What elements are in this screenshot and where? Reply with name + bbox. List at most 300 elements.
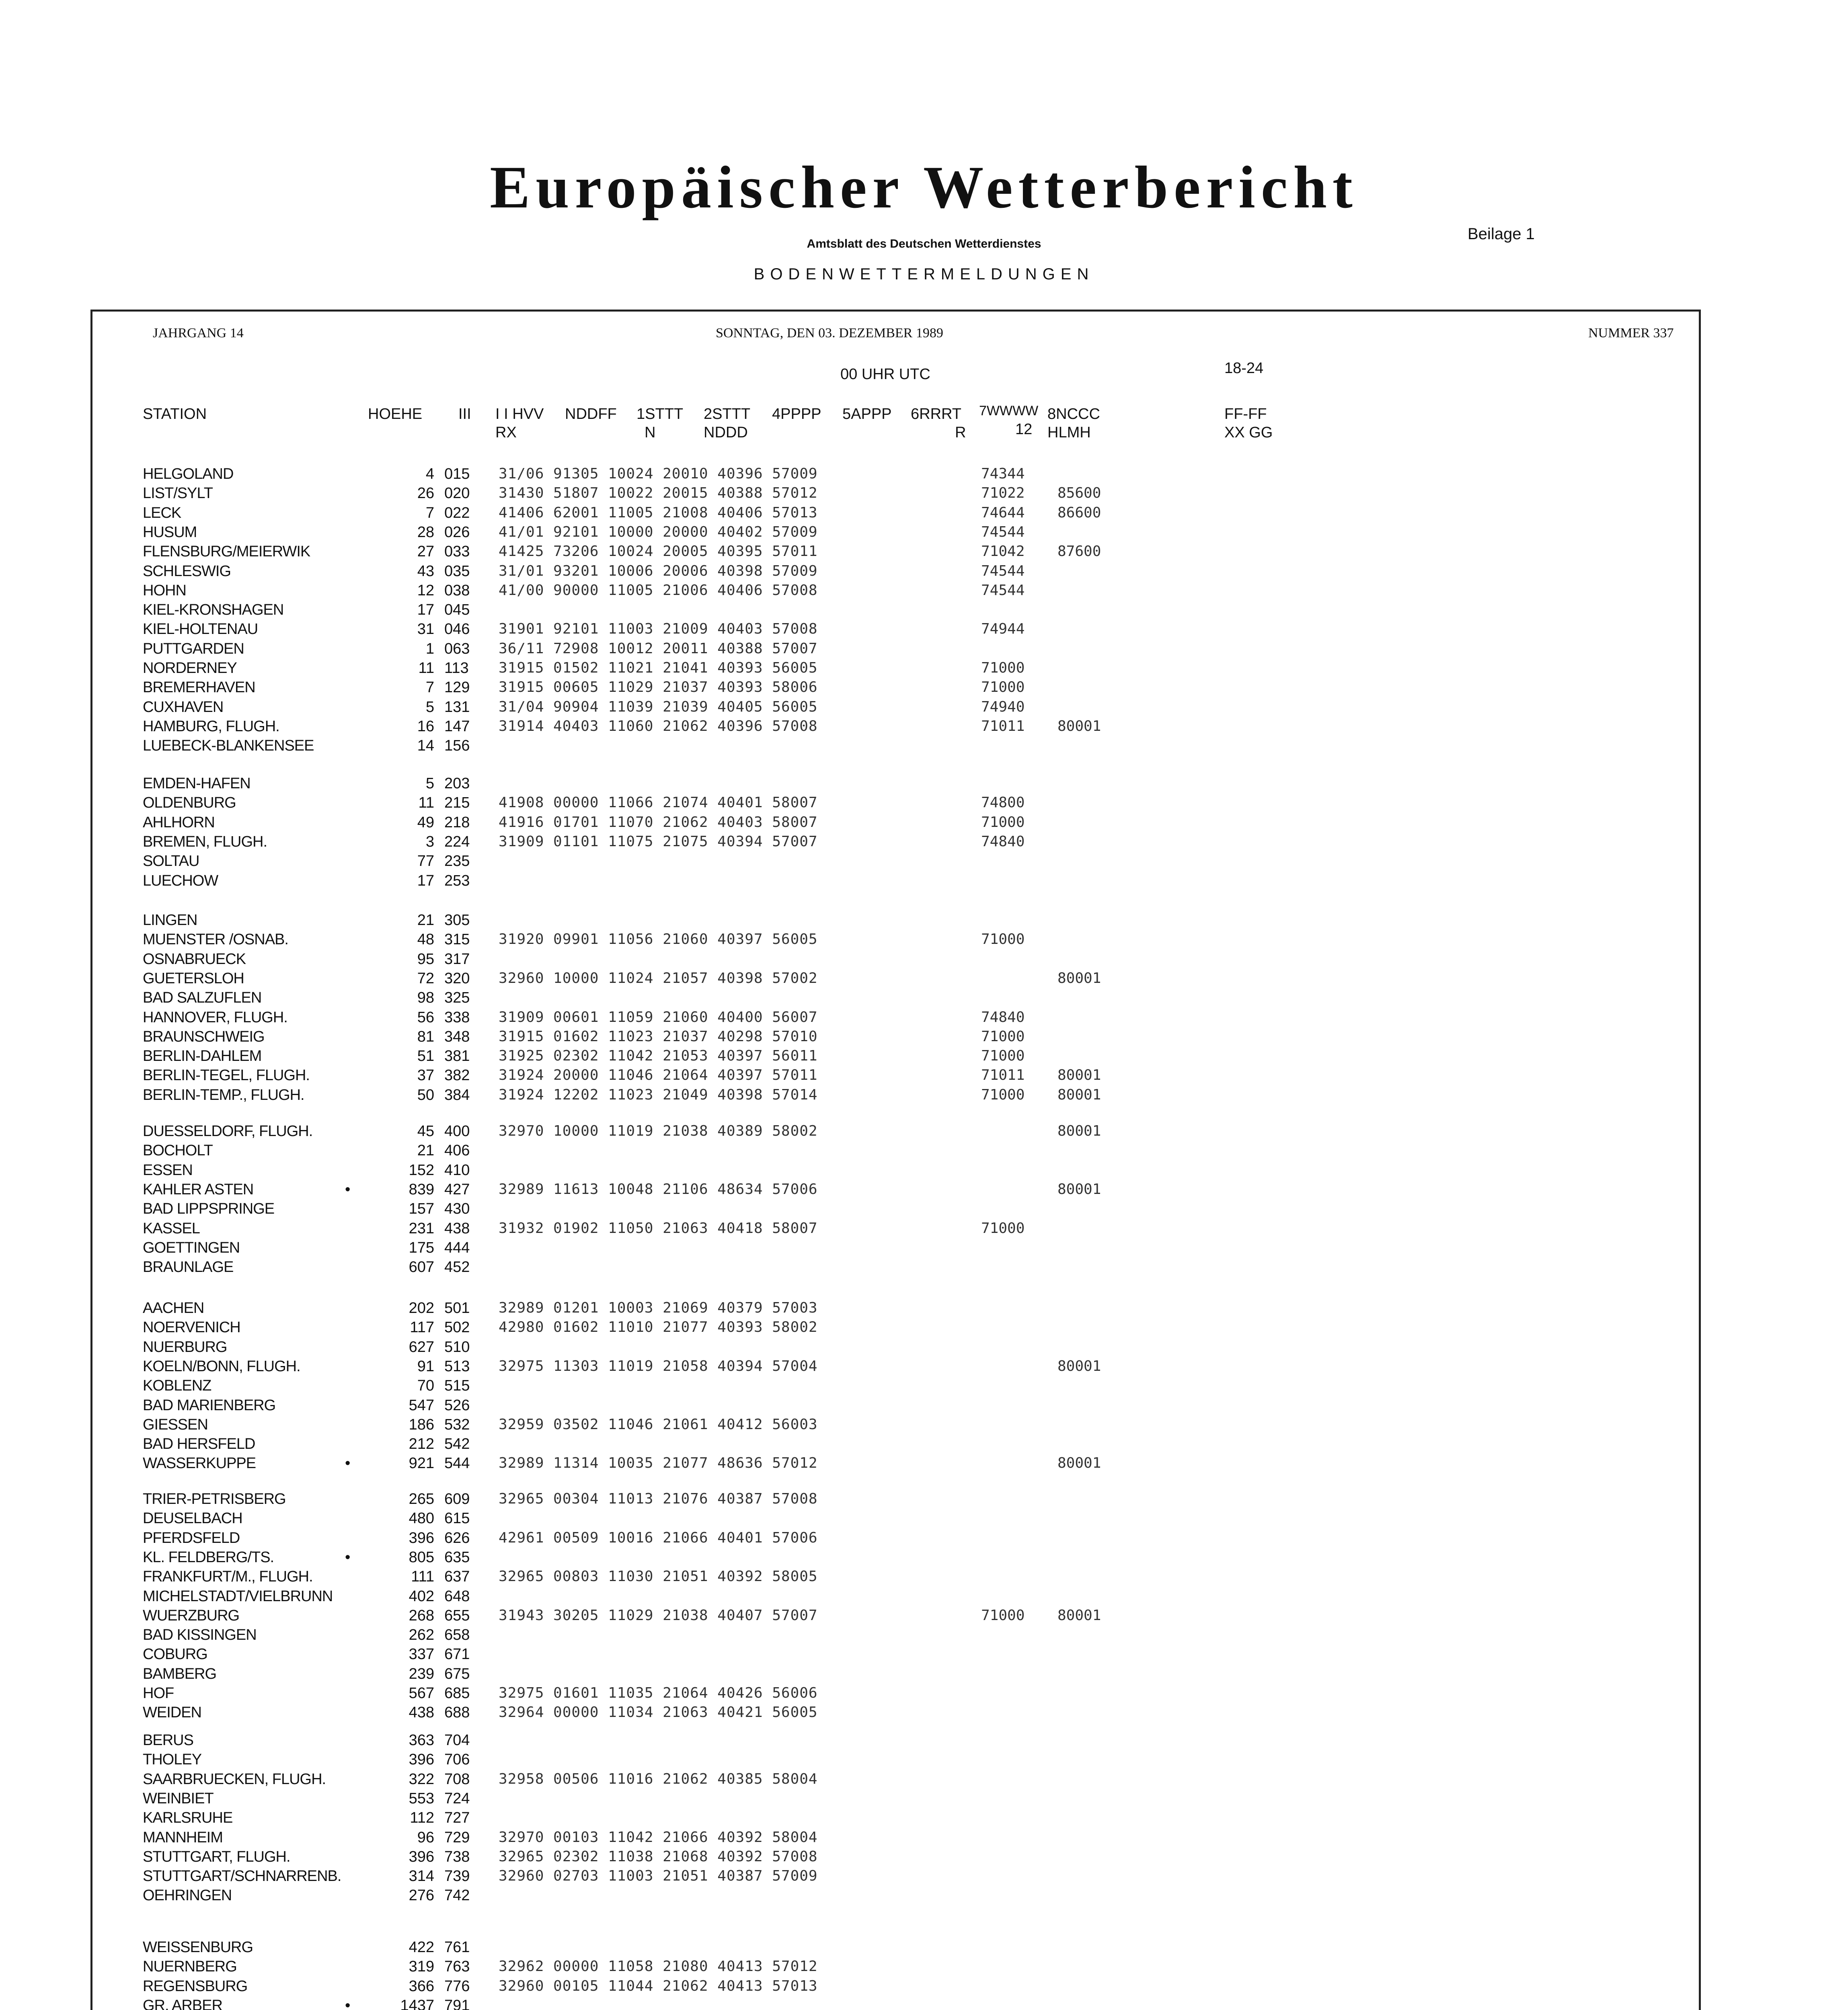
- station-name: KASSEL: [143, 1220, 200, 1237]
- station-name: HUSUM: [143, 523, 197, 541]
- col-g8: 7WWWW 12: [979, 403, 1039, 438]
- observation-groups: 31924 20000 11046 21064 40397 57011: [499, 1067, 818, 1084]
- station-id: 147: [444, 718, 470, 735]
- station-id: 033: [444, 543, 470, 560]
- station-height: 547: [409, 1397, 434, 1414]
- station-name: ESSEN: [143, 1161, 193, 1179]
- weather-group: 74344: [981, 466, 1025, 482]
- col-g5: 4PPPP: [772, 406, 821, 423]
- station-id: 203: [444, 775, 470, 792]
- col-iii: III: [458, 406, 471, 423]
- station-id: 706: [444, 1751, 470, 1768]
- station-id: 761: [444, 1939, 470, 1956]
- station-name: STUTTGART/SCHNARRENB.: [143, 1868, 341, 1885]
- station-height: 422: [409, 1939, 434, 1956]
- cloud-group: 87600: [1057, 543, 1101, 560]
- station-name: STUTTGART, FLUGH.: [143, 1848, 290, 1865]
- station-height: 27: [417, 543, 434, 560]
- station-name: BRAUNLAGE: [143, 1259, 234, 1276]
- station-height: 117: [410, 1319, 434, 1336]
- station-id: 532: [444, 1416, 470, 1433]
- col-g4-sub: NDDD: [704, 424, 748, 441]
- weather-group: 71000: [981, 1028, 1025, 1045]
- observation-groups: 32975 11303 11019 21058 40394 57004: [499, 1358, 818, 1374]
- station-id: 724: [444, 1790, 470, 1807]
- observation-groups: 32959 03502 11046 21061 40412 56003: [499, 1416, 818, 1433]
- station-name: LUEBECK-BLANKENSEE: [143, 737, 314, 755]
- station-name: OLDENBURG: [143, 794, 236, 812]
- station-id: 430: [444, 1200, 470, 1218]
- station-height: 553: [409, 1790, 434, 1807]
- station-name: BRAUNSCHWEIG: [143, 1028, 265, 1045]
- station-height: 212: [409, 1436, 434, 1453]
- station-id: 675: [444, 1665, 470, 1682]
- station-height: 276: [409, 1887, 434, 1904]
- station-name: GOETTINGEN: [143, 1239, 240, 1256]
- station-height: 314: [409, 1868, 434, 1885]
- station-height: 366: [409, 1977, 434, 1995]
- station-id: 156: [444, 737, 470, 755]
- col-g3: 1STTT N: [637, 406, 684, 441]
- station-height: 480: [409, 1510, 434, 1527]
- observation-groups: 31920 09901 11056 21060 40397 56005: [499, 931, 818, 948]
- station-id: 063: [444, 640, 470, 657]
- station-id: 338: [444, 1009, 470, 1026]
- station-name: BERLIN-DAHLEM: [143, 1048, 262, 1065]
- station-name: BAD MARIENBERG: [143, 1397, 276, 1414]
- station-height: 921: [409, 1455, 434, 1472]
- station-name: SAARBRUECKEN, FLUGH.: [143, 1770, 326, 1788]
- observation-groups: 32970 00103 11042 21066 40392 58004: [499, 1829, 818, 1846]
- weather-group: 71000: [981, 931, 1025, 948]
- cloud-group: 80001: [1057, 1123, 1101, 1139]
- weather-group: 71000: [981, 814, 1025, 831]
- station-name: BAD KISSINGEN: [143, 1626, 257, 1644]
- station-id: 020: [444, 485, 470, 502]
- cloud-group: 80001: [1057, 970, 1101, 987]
- col-g2: NDDFF: [565, 406, 617, 423]
- station-id: 615: [444, 1510, 470, 1527]
- station-name: HANNOVER, FLUGH.: [143, 1009, 287, 1026]
- col-g1: I I HVV RX: [495, 406, 544, 441]
- supplement-label: Beilage 1: [1468, 225, 1535, 243]
- station-name: SOLTAU: [143, 853, 199, 870]
- station-id: 382: [444, 1067, 470, 1084]
- station-id: 776: [444, 1977, 470, 1995]
- station-name: PFERDSFELD: [143, 1529, 240, 1546]
- station-name: COBURG: [143, 1646, 207, 1663]
- observation-groups: 41/00 90000 11005 21006 40406 57008: [499, 582, 818, 599]
- weather-group: 71000: [981, 1048, 1025, 1064]
- report-subtitle: Amtsblatt des Deutschen Wetterdienstes: [807, 237, 1041, 250]
- col-g10-sub: XX GG: [1224, 424, 1273, 441]
- date-label: SONNTAG, DEN 03. DEZEMBER 1989: [716, 326, 943, 340]
- station-height: 627: [409, 1338, 434, 1356]
- weather-group: 71011: [981, 1067, 1025, 1084]
- station-name: LINGEN: [143, 912, 197, 929]
- station-name: HELGOLAND: [143, 466, 234, 482]
- station-id: 046: [444, 621, 470, 638]
- mountain-marker: •: [345, 1455, 351, 1472]
- station-height: 43: [417, 562, 434, 580]
- station-id: 791: [444, 1997, 470, 2010]
- col-g10: FF-FF XX GG: [1224, 406, 1273, 441]
- station-name: WEISSENBURG: [143, 1939, 253, 1956]
- observation-time: 00 UHR UTC: [840, 366, 930, 383]
- station-height: 11: [418, 660, 434, 677]
- station-height: 396: [409, 1751, 434, 1768]
- observation-groups: 31430 51807 10022 20015 40388 57012: [499, 485, 818, 502]
- weather-group: 71000: [981, 679, 1025, 696]
- station-id: 215: [444, 794, 470, 812]
- station-height: 4: [425, 466, 434, 482]
- observation-groups: 31943 30205 11029 21038 40407 57007: [499, 1607, 818, 1624]
- station-id: 452: [444, 1259, 470, 1276]
- observation-groups: 31915 00605 11029 21037 40393 58006: [499, 679, 818, 696]
- station-id: 317: [444, 950, 470, 968]
- weather-group: 74544: [981, 582, 1025, 599]
- station-id: 526: [444, 1397, 470, 1414]
- station-id: 384: [444, 1086, 470, 1103]
- weather-group: 71000: [981, 1086, 1025, 1103]
- station-id: 113: [444, 660, 469, 677]
- station-height: 152: [409, 1161, 434, 1179]
- station-height: 14: [417, 737, 434, 755]
- cloud-group: 80001: [1057, 1181, 1101, 1198]
- station-name: LUECHOW: [143, 872, 218, 889]
- station-id: 738: [444, 1848, 470, 1865]
- observation-groups: 31925 02302 11042 21053 40397 56011: [499, 1048, 818, 1064]
- col-station: STATION: [143, 406, 207, 423]
- cloud-group: 80001: [1057, 1067, 1101, 1084]
- station-height: 1: [425, 640, 434, 657]
- station-height: 45: [417, 1123, 434, 1140]
- observation-groups: 32964 00000 11034 21063 40421 56005: [499, 1704, 818, 1721]
- station-id: 671: [444, 1646, 470, 1663]
- station-height: 95: [417, 950, 434, 968]
- observation-groups: 32962 00000 11058 21080 40413 57012: [499, 1958, 818, 1975]
- observation-groups: 31932 01902 11050 21063 40418 58007: [499, 1220, 818, 1237]
- weather-group: 74840: [981, 833, 1025, 850]
- col-g7: 6RRRT R: [911, 406, 966, 441]
- station-height: 70: [417, 1377, 434, 1395]
- station-height: 12: [417, 582, 434, 599]
- station-height: 175: [409, 1239, 434, 1256]
- station-height: 402: [409, 1587, 434, 1605]
- col-g8-sub: 12: [1015, 421, 1033, 438]
- station-height: 11: [418, 794, 434, 812]
- station-id: 708: [444, 1770, 470, 1788]
- station-id: 129: [444, 679, 470, 696]
- station-id: 515: [444, 1377, 470, 1395]
- station-height: 5: [425, 698, 434, 716]
- issue-number: NUMMER 337: [1588, 326, 1674, 340]
- observation-groups: 32965 02302 11038 21068 40392 57008: [499, 1848, 818, 1865]
- observation-groups: 32960 10000 11024 21057 40398 57002: [499, 970, 818, 987]
- station-id: 038: [444, 582, 470, 599]
- col-hoehe: HOEHE: [368, 406, 423, 423]
- station-name: BOCHOLT: [143, 1142, 213, 1159]
- station-name: LECK: [143, 504, 181, 521]
- col-g1-sub: RX: [495, 424, 517, 441]
- observation-groups: 31/04 90904 11039 21039 40405 56005: [499, 698, 818, 715]
- station-height: 91: [417, 1358, 434, 1375]
- station-name: WASSERKUPPE: [143, 1455, 256, 1472]
- station-name: FLENSBURG/MEIERWIK: [143, 543, 310, 560]
- station-name: NUERBURG: [143, 1338, 227, 1356]
- station-name: AACHEN: [143, 1300, 204, 1317]
- station-height: 5: [425, 775, 434, 792]
- weather-group: 74840: [981, 1009, 1025, 1026]
- col-g6: 5APPP: [842, 406, 892, 423]
- station-height: 72: [417, 970, 434, 987]
- weather-group: 74544: [981, 562, 1025, 579]
- observation-groups: 31909 01101 11075 21075 40394 57007: [499, 833, 818, 850]
- station-id: 235: [444, 853, 470, 870]
- station-id: 045: [444, 601, 470, 619]
- station-id: 315: [444, 931, 470, 948]
- station-name: GR. ARBER: [143, 1997, 222, 2010]
- station-id: 513: [444, 1358, 470, 1375]
- station-height: 17: [417, 872, 434, 889]
- station-name: HOF: [143, 1685, 174, 1702]
- observation-groups: 41908 00000 11066 21074 40401 58007: [499, 794, 818, 811]
- station-name: OEHRINGEN: [143, 1887, 232, 1904]
- observation-groups: 32989 11314 10035 21077 48636 57012: [499, 1455, 818, 1472]
- station-height: 7: [425, 504, 434, 521]
- weather-group: 71022: [981, 485, 1025, 502]
- station-name: KAHLER ASTEN: [143, 1181, 254, 1198]
- observation-groups: 32960 00105 11044 21062 40413 57013: [499, 1977, 818, 1994]
- observation-groups: 31915 01502 11021 21041 40393 56005: [499, 660, 818, 676]
- station-name: FRANKFURT/M., FLUGH.: [143, 1568, 313, 1585]
- observation-groups: 31901 92101 11003 21009 40403 57008: [499, 621, 818, 638]
- station-height: 157: [409, 1200, 434, 1218]
- station-height: 396: [409, 1529, 434, 1546]
- station-id: 305: [444, 912, 470, 929]
- station-id: 400: [444, 1123, 470, 1140]
- station-id: 022: [444, 504, 470, 521]
- station-id: 406: [444, 1142, 470, 1159]
- station-height: 21: [417, 1142, 434, 1159]
- station-id: 635: [444, 1549, 470, 1566]
- col-g3-sub: N: [645, 424, 656, 441]
- station-id: 348: [444, 1028, 470, 1045]
- observation-groups: 32975 01601 11035 21064 40426 56006: [499, 1685, 818, 1701]
- station-name: GIESSEN: [143, 1416, 208, 1433]
- observation-groups: 32958 00506 11016 21062 40385 58004: [499, 1770, 818, 1787]
- station-name: NUERNBERG: [143, 1958, 237, 1975]
- station-height: 805: [409, 1549, 434, 1566]
- station-name: HOHN: [143, 582, 186, 599]
- observation-groups: 41/01 92101 10000 20000 40402 57009: [499, 523, 818, 540]
- station-height: 112: [410, 1809, 434, 1827]
- station-name: BAD HERSFELD: [143, 1436, 255, 1453]
- station-name: NOERVENICH: [143, 1319, 240, 1336]
- station-id: 444: [444, 1239, 470, 1256]
- observation-groups: 31/06 91305 10024 20010 40396 57009: [499, 466, 818, 482]
- station-id: 035: [444, 562, 470, 580]
- station-name: WUERZBURG: [143, 1607, 240, 1624]
- station-id: 704: [444, 1732, 470, 1749]
- station-id: 510: [444, 1338, 470, 1356]
- station-height: 49: [417, 814, 434, 831]
- station-name: BAD SALZUFLEN: [143, 989, 262, 1007]
- observation-groups: 32965 00803 11030 21051 40392 58005: [499, 1568, 818, 1585]
- observation-groups: 32965 00304 11013 21076 40387 57008: [499, 1491, 818, 1507]
- station-name: BAD LIPPSPRINGE: [143, 1200, 275, 1218]
- weather-group: 71000: [981, 1607, 1025, 1624]
- cloud-group: 85600: [1057, 485, 1101, 502]
- station-height: 96: [417, 1829, 434, 1846]
- station-id: 544: [444, 1455, 470, 1472]
- mountain-marker: •: [345, 1181, 351, 1198]
- station-name: HAMBURG, FLUGH.: [143, 718, 279, 735]
- observation-groups: 31/01 93201 10006 20006 40398 57009: [499, 562, 818, 579]
- cloud-group: 86600: [1057, 504, 1101, 521]
- observation-groups: 41916 01701 11070 21062 40403 58007: [499, 814, 818, 831]
- col-g4: 2STTT NDDD: [704, 406, 751, 441]
- station-name: SCHLESWIG: [143, 562, 231, 580]
- station-name: BREMEN, FLUGH.: [143, 833, 267, 850]
- station-height: 17: [417, 601, 434, 619]
- station-id: 438: [444, 1220, 470, 1237]
- station-id: 253: [444, 872, 470, 889]
- station-height: 363: [409, 1732, 434, 1749]
- station-name: LIST/SYLT: [143, 485, 213, 502]
- station-height: 567: [409, 1685, 434, 1702]
- station-id: 015: [444, 466, 470, 482]
- station-height: 77: [417, 853, 434, 870]
- station-height: 28: [417, 523, 434, 541]
- station-height: 239: [409, 1665, 434, 1682]
- section-title: BODENWETTERMELDUNGEN: [754, 265, 1094, 283]
- station-id: 502: [444, 1319, 470, 1336]
- station-height: 56: [417, 1009, 434, 1026]
- observation-groups: 32960 02703 11003 21051 40387 57009: [499, 1868, 818, 1885]
- station-height: 319: [409, 1958, 434, 1975]
- station-id: 637: [444, 1568, 470, 1585]
- station-id: 325: [444, 989, 470, 1007]
- observation-groups: 31914 40403 11060 21062 40396 57008: [499, 718, 818, 734]
- observation-groups: 36/11 72908 10012 20011 40388 57007: [499, 640, 818, 657]
- station-id: 729: [444, 1829, 470, 1846]
- station-height: 7: [425, 679, 434, 696]
- cloud-group: 80001: [1057, 1455, 1101, 1472]
- observation-groups: 31909 00601 11059 21060 40400 56007: [499, 1009, 818, 1026]
- station-id: 742: [444, 1887, 470, 1904]
- observation-groups: 32989 11613 10048 21106 48634 57006: [499, 1181, 818, 1198]
- mountain-marker: •: [345, 1549, 351, 1566]
- station-name: DEUSELBACH: [143, 1510, 242, 1527]
- station-name: TRIER-PETRISBERG: [143, 1491, 286, 1508]
- station-id: 763: [444, 1958, 470, 1975]
- station-name: EMDEN-HAFEN: [143, 775, 251, 792]
- station-name: THOLEY: [143, 1751, 202, 1768]
- observation-groups: 41406 62001 11005 21008 40406 57013: [499, 504, 818, 521]
- cloud-group: 80001: [1057, 718, 1101, 734]
- weather-group: 71011: [981, 718, 1025, 734]
- station-name: KARLSRUHE: [143, 1809, 233, 1827]
- station-id: 727: [444, 1809, 470, 1827]
- station-id: 410: [444, 1161, 470, 1179]
- station-height: 50: [417, 1086, 434, 1103]
- weather-group: 71042: [981, 543, 1025, 560]
- station-id: 218: [444, 814, 470, 831]
- station-height: 26: [417, 485, 434, 502]
- station-name: BAMBERG: [143, 1665, 217, 1682]
- weather-group: 74940: [981, 698, 1025, 715]
- station-id: 658: [444, 1626, 470, 1644]
- station-id: 688: [444, 1704, 470, 1721]
- station-height: 111: [411, 1568, 434, 1585]
- period-label: 18-24: [1224, 360, 1264, 377]
- station-id: 131: [444, 698, 470, 716]
- weather-group: 74544: [981, 523, 1025, 540]
- observation-groups: 32989 01201 10003 21069 40379 57003: [499, 1300, 818, 1316]
- station-name: OSNABRUECK: [143, 950, 246, 968]
- observation-groups: 42961 00509 10016 21066 40401 57006: [499, 1529, 818, 1546]
- weather-group: 74644: [981, 504, 1025, 521]
- observation-groups: 42980 01602 11010 21077 40393 58002: [499, 1319, 818, 1336]
- cloud-group: 80001: [1057, 1358, 1101, 1374]
- weather-group: 74944: [981, 621, 1025, 638]
- station-name: NORDERNEY: [143, 660, 237, 677]
- station-name: DUESSELDORF, FLUGH.: [143, 1123, 313, 1140]
- station-height: 268: [409, 1607, 434, 1624]
- station-height: 839: [409, 1181, 434, 1198]
- station-name: BERLIN-TEGEL, FLUGH.: [143, 1067, 310, 1084]
- station-name: KL. FELDBERG/TS.: [143, 1549, 274, 1566]
- station-name: PUTTGARDEN: [143, 640, 244, 657]
- station-id: 648: [444, 1587, 470, 1605]
- station-name: GUETERSLOH: [143, 970, 244, 987]
- station-id: 626: [444, 1529, 470, 1546]
- station-height: 3: [425, 833, 434, 850]
- observation-groups: 41425 73206 10024 20005 40395 57011: [499, 543, 818, 560]
- observation-groups: 32970 10000 11019 21038 40389 58002: [499, 1123, 818, 1139]
- station-id: 381: [444, 1048, 470, 1065]
- station-height: 337: [409, 1646, 434, 1663]
- station-name: WEINBIET: [143, 1790, 214, 1807]
- observation-groups: 31924 12202 11023 21049 40398 57014: [499, 1086, 818, 1103]
- station-id: 026: [444, 523, 470, 541]
- volume-label: JAHRGANG 14: [153, 326, 244, 340]
- station-height: 51: [417, 1048, 434, 1065]
- station-name: AHLHORN: [143, 814, 215, 831]
- station-height: 37: [417, 1067, 434, 1084]
- station-height: 265: [409, 1491, 434, 1508]
- station-name: BERUS: [143, 1732, 193, 1749]
- weather-group: 71000: [981, 1220, 1025, 1237]
- station-height: 186: [409, 1416, 434, 1433]
- station-id: 739: [444, 1868, 470, 1885]
- station-height: 607: [409, 1259, 434, 1276]
- station-name: KIEL-HOLTENAU: [143, 621, 258, 638]
- observation-groups: 31915 01602 11023 21037 40298 57010: [499, 1028, 818, 1045]
- station-name: BREMERHAVEN: [143, 679, 255, 696]
- report-title: Europäischer Wetterbericht: [490, 154, 1358, 221]
- station-name: MICHELSTADT/VIELBRUNN: [143, 1587, 333, 1605]
- station-id: 320: [444, 970, 470, 987]
- station-height: 262: [409, 1626, 434, 1644]
- station-height: 1437: [400, 1997, 434, 2010]
- station-id: 427: [444, 1181, 470, 1198]
- station-id: 542: [444, 1436, 470, 1453]
- station-name: WEIDEN: [143, 1704, 201, 1721]
- station-name: REGENSBURG: [143, 1977, 248, 1995]
- weather-group: 74800: [981, 794, 1025, 811]
